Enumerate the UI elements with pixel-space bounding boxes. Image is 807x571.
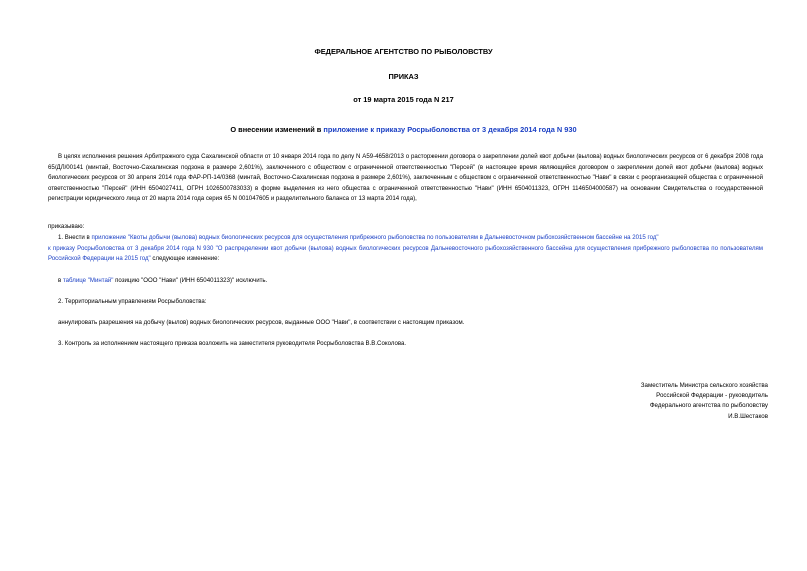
signature-line-1: Заместитель Министра сельского хозяйства [640,382,768,389]
item-1-suffix: следующее изменение: [150,255,220,262]
change-suffix: позицию "ООО "Нави" (ИНН 6504011323)" исключить. [113,277,268,284]
preamble-paragraph: В целях исполнения решения Арбитражного суда Сахалинской области от 10 января 2014 года по делу N А59-4658/2013 о расторжении договора о закреплении долей квот добычи (вылова) водных биологических ресурсов от 6 декабря 2008 года 65/ДЛ/00141 (минтай, Восточно-Сахалинская подзона в размере 2,601%), заключенного с обществом с ограниченной ответственностью "Персей" (в настоящее время являющийся договором о закреплении долей квот добычи (вылова) водных биологических ресурсов от 30 апреля 2014 года ФАР-РП-14/0368 (минтай, Восточно-Сахалинская подзона в размере 2,601%), заключенным с обществом с ограниченной ответственностью "Нави" в связи с реорганизацией общества с ограниченной ответственностью "Персей" (ИНН 6504027411, ОГРН 1026500783033) в форме выделения из него общества с ограниченной ответственностью "Нави" (ИНН 6504011323, ОГРН 1146504000587) на основании Свидетельства о государственной регистрации юридического лица от 20 марта 2014 года серия 65 N 001047605 и разделительного баланса от 13 марта 2014 года), [48,153,763,202]
signature-block [641,381,768,422]
item-1-link-appendix[interactable]: приложение "Квоты добычи (вылова) водных биологических ресурсов для осуществления прибрежного рыболовства по пользователям в Дальневосточном рыбохозяйственном бассейне на 2015 год" [91,234,659,241]
item-1-paragraph [48,233,763,265]
order-word: приказываю: [48,223,85,230]
item-1-prefix: 1. Внести в [58,234,92,241]
item-2-text: аннулировать разрешения на добычу (вылов) водных биологических ресурсов, выданные ООО "Нави", в соответствии с настоящим приказом. [58,319,465,326]
signature-line-2: Российской Федерации - руководитель [656,392,768,400]
document-type: ПРИКАЗ [388,72,419,81]
agency-heading: ФЕДЕРАЛЬНОЕ АГЕНТСТВО ПО РЫБОЛОВСТВУ [314,47,493,56]
change-prefix: в [58,277,63,284]
signature-name: И.В.Шестаков [728,412,768,420]
document-date-number: от 19 марта 2015 года N 217 [353,95,454,104]
change-paragraph [58,276,773,287]
subject-prefix: О внесении изменений в [230,125,324,134]
item-1-link-order[interactable]: к приказу Росрыболовства от 3 декабря 2014 года N 930 "О распределении квот добычи (вылова) водных биологических ресурсов Дальневосточного рыбохозяйственного бассейна для осуществления прибрежного рыболовства по пользователям Российской Федерации на 2015 год" [48,244,763,262]
signature-line-3: Федерального агентства по рыболовству [649,402,768,410]
item-3-paragraph: 3. Контроль за исполнением настоящего приказа возложить на заместителя руководителя Росрыболовства В.В.Соколова. [58,340,407,347]
subject-link[interactable]: приложение к приказу Росрыболовства от 3 декабря 2014 года N 930 [323,125,577,134]
document-subject [0,125,807,134]
change-table-link[interactable]: таблице "Минтай" [62,277,114,284]
item-2-paragraph: 2. Территориальным управлениям Росрыболовства: [58,298,207,305]
